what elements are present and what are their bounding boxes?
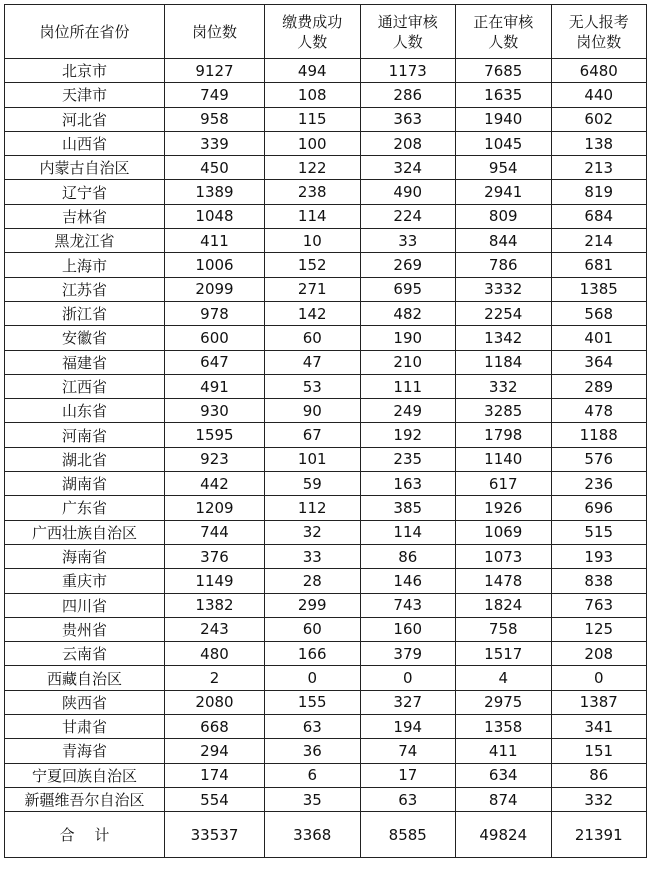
value-cell: 1824 xyxy=(456,593,552,617)
value-cell: 214 xyxy=(551,229,647,253)
table-row xyxy=(5,374,647,398)
column-header xyxy=(165,5,265,59)
value-cell: 1595 xyxy=(165,423,265,447)
table-row xyxy=(5,326,647,350)
value-cell: 194 xyxy=(360,715,456,739)
value-cell: 440 xyxy=(551,83,647,107)
value-cell: 809 xyxy=(456,204,552,228)
value-cell: 763 xyxy=(551,593,647,617)
value-cell: 111 xyxy=(360,374,456,398)
table-row xyxy=(5,301,647,325)
value-cell: 90 xyxy=(265,399,361,423)
value-cell: 28 xyxy=(265,569,361,593)
value-cell: 2 xyxy=(165,666,265,690)
province-cell: 广东省 xyxy=(5,496,165,520)
value-cell: 35 xyxy=(265,787,361,811)
column-header-line: 人数 xyxy=(392,32,423,51)
value-cell: 74 xyxy=(360,739,456,763)
value-cell: 100 xyxy=(265,131,361,155)
column-header-line: 人数 xyxy=(297,32,328,51)
value-cell: 286 xyxy=(360,83,456,107)
table-body xyxy=(5,59,647,858)
value-cell: 1940 xyxy=(456,107,552,131)
value-cell: 59 xyxy=(265,472,361,496)
value-cell: 411 xyxy=(456,739,552,763)
province-cell: 海南省 xyxy=(5,544,165,568)
province-cell: 青海省 xyxy=(5,739,165,763)
province-cell: 湖南省 xyxy=(5,472,165,496)
value-cell: 954 xyxy=(456,156,552,180)
header-row xyxy=(5,5,647,59)
value-cell: 86 xyxy=(360,544,456,568)
total-value: 21391 xyxy=(551,812,647,858)
value-cell: 1006 xyxy=(165,253,265,277)
value-cell: 108 xyxy=(265,83,361,107)
column-header-line: 岗位数 xyxy=(191,22,237,41)
value-cell: 243 xyxy=(165,617,265,641)
province-cell: 江苏省 xyxy=(5,277,165,301)
column-header xyxy=(456,5,552,59)
value-cell: 695 xyxy=(360,277,456,301)
value-cell: 2080 xyxy=(165,690,265,714)
value-cell: 600 xyxy=(165,326,265,350)
value-cell: 208 xyxy=(551,642,647,666)
province-cell: 山东省 xyxy=(5,399,165,423)
value-cell: 341 xyxy=(551,715,647,739)
value-cell: 364 xyxy=(551,350,647,374)
value-cell: 958 xyxy=(165,107,265,131)
table-row xyxy=(5,569,647,593)
value-cell: 235 xyxy=(360,447,456,471)
province-cell: 西藏自治区 xyxy=(5,666,165,690)
value-cell: 1184 xyxy=(456,350,552,374)
value-cell: 490 xyxy=(360,180,456,204)
value-cell: 339 xyxy=(165,131,265,155)
column-header-line: 正在审核 xyxy=(473,12,534,31)
value-cell: 442 xyxy=(165,472,265,496)
value-cell: 332 xyxy=(456,374,552,398)
value-cell: 299 xyxy=(265,593,361,617)
province-cell: 陕西省 xyxy=(5,690,165,714)
table-row xyxy=(5,156,647,180)
value-cell: 208 xyxy=(360,131,456,155)
value-cell: 1358 xyxy=(456,715,552,739)
value-cell: 327 xyxy=(360,690,456,714)
value-cell: 33 xyxy=(360,229,456,253)
province-cell: 重庆市 xyxy=(5,569,165,593)
value-cell: 0 xyxy=(360,666,456,690)
value-cell: 192 xyxy=(360,423,456,447)
value-cell: 491 xyxy=(165,374,265,398)
column-header xyxy=(5,5,165,59)
value-cell: 744 xyxy=(165,520,265,544)
table-row xyxy=(5,496,647,520)
table-row xyxy=(5,350,647,374)
value-cell: 634 xyxy=(456,763,552,787)
table-row xyxy=(5,666,647,690)
value-cell: 554 xyxy=(165,787,265,811)
value-cell: 152 xyxy=(265,253,361,277)
value-cell: 2099 xyxy=(165,277,265,301)
value-cell: 1517 xyxy=(456,642,552,666)
province-cell: 黑龙江省 xyxy=(5,229,165,253)
table-row xyxy=(5,83,647,107)
value-cell: 515 xyxy=(551,520,647,544)
value-cell: 1635 xyxy=(456,83,552,107)
total-label: 合 计 xyxy=(5,812,165,858)
table-row xyxy=(5,253,647,277)
column-header-line: 人数 xyxy=(488,32,519,51)
table-row xyxy=(5,787,647,811)
column-header-line: 岗位数 xyxy=(576,32,622,51)
value-cell: 67 xyxy=(265,423,361,447)
value-cell: 1045 xyxy=(456,131,552,155)
column-header-line: 通过审核 xyxy=(377,12,438,31)
value-cell: 1478 xyxy=(456,569,552,593)
value-cell: 114 xyxy=(265,204,361,228)
province-cell: 上海市 xyxy=(5,253,165,277)
column-header xyxy=(265,5,361,59)
value-cell: 269 xyxy=(360,253,456,277)
value-cell: 249 xyxy=(360,399,456,423)
table-row xyxy=(5,107,647,131)
value-cell: 115 xyxy=(265,107,361,131)
value-cell: 478 xyxy=(551,399,647,423)
value-cell: 874 xyxy=(456,787,552,811)
value-cell: 47 xyxy=(265,350,361,374)
value-cell: 684 xyxy=(551,204,647,228)
value-cell: 743 xyxy=(360,593,456,617)
table-row xyxy=(5,520,647,544)
value-cell: 978 xyxy=(165,301,265,325)
value-cell: 668 xyxy=(165,715,265,739)
table-row xyxy=(5,277,647,301)
province-cell: 河北省 xyxy=(5,107,165,131)
value-cell: 1188 xyxy=(551,423,647,447)
table-row xyxy=(5,472,647,496)
table-row xyxy=(5,229,647,253)
value-cell: 2254 xyxy=(456,301,552,325)
province-cell: 湖北省 xyxy=(5,447,165,471)
value-cell: 146 xyxy=(360,569,456,593)
value-cell: 819 xyxy=(551,180,647,204)
value-cell: 163 xyxy=(360,472,456,496)
value-cell: 125 xyxy=(551,617,647,641)
value-cell: 2941 xyxy=(456,180,552,204)
value-cell: 450 xyxy=(165,156,265,180)
table-row xyxy=(5,131,647,155)
province-cell: 北京市 xyxy=(5,59,165,83)
province-cell: 甘肃省 xyxy=(5,715,165,739)
column-header-line: 岗位所在省份 xyxy=(39,22,130,41)
value-cell: 401 xyxy=(551,326,647,350)
value-cell: 1385 xyxy=(551,277,647,301)
table-row xyxy=(5,690,647,714)
value-cell: 363 xyxy=(360,107,456,131)
province-cell: 福建省 xyxy=(5,350,165,374)
value-cell: 114 xyxy=(360,520,456,544)
value-cell: 236 xyxy=(551,472,647,496)
province-cell: 山西省 xyxy=(5,131,165,155)
value-cell: 1173 xyxy=(360,59,456,83)
table-row xyxy=(5,763,647,787)
value-cell: 166 xyxy=(265,642,361,666)
table-row xyxy=(5,617,647,641)
province-cell: 江西省 xyxy=(5,374,165,398)
value-cell: 3285 xyxy=(456,399,552,423)
value-cell: 379 xyxy=(360,642,456,666)
value-cell: 33 xyxy=(265,544,361,568)
value-cell: 749 xyxy=(165,83,265,107)
value-cell: 1048 xyxy=(165,204,265,228)
province-cell: 宁夏回族自治区 xyxy=(5,763,165,787)
table-row xyxy=(5,399,647,423)
value-cell: 480 xyxy=(165,642,265,666)
value-cell: 190 xyxy=(360,326,456,350)
table-row xyxy=(5,180,647,204)
value-cell: 224 xyxy=(360,204,456,228)
table-row xyxy=(5,204,647,228)
province-cell: 安徽省 xyxy=(5,326,165,350)
value-cell: 681 xyxy=(551,253,647,277)
value-cell: 238 xyxy=(265,180,361,204)
province-cell: 天津市 xyxy=(5,83,165,107)
value-cell: 138 xyxy=(551,131,647,155)
value-cell: 151 xyxy=(551,739,647,763)
value-cell: 838 xyxy=(551,569,647,593)
value-cell: 1140 xyxy=(456,447,552,471)
province-cell: 新疆维吾尔自治区 xyxy=(5,787,165,811)
value-cell: 602 xyxy=(551,107,647,131)
table-row xyxy=(5,423,647,447)
value-cell: 60 xyxy=(265,326,361,350)
value-cell: 86 xyxy=(551,763,647,787)
value-cell: 482 xyxy=(360,301,456,325)
table-row xyxy=(5,739,647,763)
value-cell: 1382 xyxy=(165,593,265,617)
province-cell: 河南省 xyxy=(5,423,165,447)
statistics-table xyxy=(4,4,647,858)
value-cell: 568 xyxy=(551,301,647,325)
value-cell: 617 xyxy=(456,472,552,496)
value-cell: 289 xyxy=(551,374,647,398)
value-cell: 385 xyxy=(360,496,456,520)
value-cell: 758 xyxy=(456,617,552,641)
value-cell: 155 xyxy=(265,690,361,714)
value-cell: 210 xyxy=(360,350,456,374)
value-cell: 2975 xyxy=(456,690,552,714)
value-cell: 376 xyxy=(165,544,265,568)
value-cell: 1389 xyxy=(165,180,265,204)
value-cell: 63 xyxy=(360,787,456,811)
total-value: 49824 xyxy=(456,812,552,858)
value-cell: 6 xyxy=(265,763,361,787)
column-header-line: 无人报考 xyxy=(568,12,629,31)
total-value: 8585 xyxy=(360,812,456,858)
value-cell: 36 xyxy=(265,739,361,763)
value-cell: 923 xyxy=(165,447,265,471)
value-cell: 122 xyxy=(265,156,361,180)
province-cell: 浙江省 xyxy=(5,301,165,325)
column-header xyxy=(551,5,647,59)
province-cell: 广西壮族自治区 xyxy=(5,520,165,544)
value-cell: 60 xyxy=(265,617,361,641)
value-cell: 7685 xyxy=(456,59,552,83)
table-row xyxy=(5,642,647,666)
value-cell: 32 xyxy=(265,520,361,544)
value-cell: 324 xyxy=(360,156,456,180)
value-cell: 193 xyxy=(551,544,647,568)
value-cell: 10 xyxy=(265,229,361,253)
value-cell: 213 xyxy=(551,156,647,180)
value-cell: 160 xyxy=(360,617,456,641)
total-value: 33537 xyxy=(165,812,265,858)
table-row xyxy=(5,593,647,617)
value-cell: 332 xyxy=(551,787,647,811)
total-row xyxy=(5,812,647,858)
value-cell: 1073 xyxy=(456,544,552,568)
value-cell: 696 xyxy=(551,496,647,520)
value-cell: 63 xyxy=(265,715,361,739)
value-cell: 576 xyxy=(551,447,647,471)
value-cell: 4 xyxy=(456,666,552,690)
value-cell: 1209 xyxy=(165,496,265,520)
table-row xyxy=(5,544,647,568)
province-cell: 四川省 xyxy=(5,593,165,617)
value-cell: 271 xyxy=(265,277,361,301)
value-cell: 1926 xyxy=(456,496,552,520)
column-header xyxy=(360,5,456,59)
value-cell: 786 xyxy=(456,253,552,277)
province-cell: 吉林省 xyxy=(5,204,165,228)
column-header-line: 缴费成功 xyxy=(282,12,343,31)
province-cell: 云南省 xyxy=(5,642,165,666)
province-cell: 内蒙古自治区 xyxy=(5,156,165,180)
value-cell: 174 xyxy=(165,763,265,787)
value-cell: 1149 xyxy=(165,569,265,593)
value-cell: 844 xyxy=(456,229,552,253)
value-cell: 1798 xyxy=(456,423,552,447)
value-cell: 294 xyxy=(165,739,265,763)
table-row xyxy=(5,715,647,739)
province-cell: 辽宁省 xyxy=(5,180,165,204)
value-cell: 112 xyxy=(265,496,361,520)
value-cell: 9127 xyxy=(165,59,265,83)
value-cell: 53 xyxy=(265,374,361,398)
total-value: 3368 xyxy=(265,812,361,858)
value-cell: 1342 xyxy=(456,326,552,350)
value-cell: 494 xyxy=(265,59,361,83)
value-cell: 0 xyxy=(265,666,361,690)
value-cell: 142 xyxy=(265,301,361,325)
table-row xyxy=(5,59,647,83)
value-cell: 647 xyxy=(165,350,265,374)
value-cell: 3332 xyxy=(456,277,552,301)
value-cell: 1387 xyxy=(551,690,647,714)
province-cell: 贵州省 xyxy=(5,617,165,641)
value-cell: 0 xyxy=(551,666,647,690)
value-cell: 17 xyxy=(360,763,456,787)
value-cell: 6480 xyxy=(551,59,647,83)
value-cell: 411 xyxy=(165,229,265,253)
table-row xyxy=(5,447,647,471)
value-cell: 101 xyxy=(265,447,361,471)
value-cell: 930 xyxy=(165,399,265,423)
value-cell: 1069 xyxy=(456,520,552,544)
